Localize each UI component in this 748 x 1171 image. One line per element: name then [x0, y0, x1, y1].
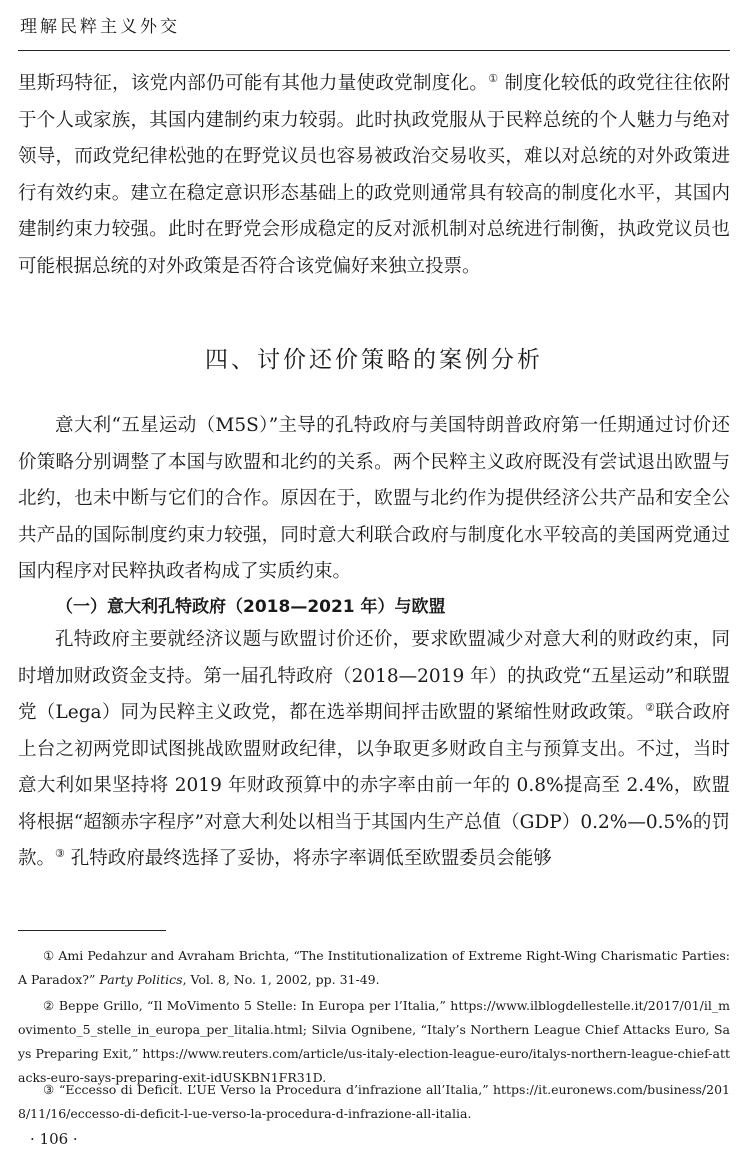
footnote-ref-2[interactable]: ② — [645, 700, 656, 714]
footnote-1-mark: ① — [43, 948, 55, 963]
paragraph-1-continued: 制度化较低的政党往往依附于个人或家族，其国内建制约束力较弱。此时执政党服从于民粹总统的个人魅力与绝对领导，而政党纪律松弛的在野党议员也容易被政治交易收买，难以对总统的对外政策进行有效约束。建立在稳定意识形态基础上的政党则通常具有较高的制度化水平，其国内建制约束力较强。此时在野党会形成稳定的反对派机制对总统进行制衡，执政党议员也可能根据总统的对外政策是否符合该党偏好来独立投票。 — [18, 73, 730, 277]
footnote-2-text: Beppe Grillo, “Il MoVimento 5 Stelle: In Europa per l’Italia,” https://www.ilblogdellestelle.it/2017/01/il_movimento_5_stelle_in_europa_per_litalia.html; Silvia Ognibene, “Italy’s Northern League Chief Attacks Euro, Says Preparing Exit,” https://www.reuters.com/article/us-italy-election-league-euro/italys-northern-league-chief-attacks-euro-says-preparing-exit-idUSKBN1FR31D. — [18, 998, 730, 1085]
footnote-2-mark: ② — [43, 998, 55, 1013]
footnote-3-text: “Eccesso di Deficit. L’UE Verso la Procedura d’infrazione all’Italia,” https://it.euronews.com/business/2018/11/16/eccesso-di-deficit-l-ue-verso-la-procedura-d-infrazione-all-italia. — [18, 1082, 730, 1121]
paragraph-3-part-c: 孔特政府最终选择了妥协，将赤字率调低至欧盟委员会能够 — [70, 848, 552, 869]
paragraph-2: 意大利“五星运动（M5S）”主导的孔特政府与美国特朗普政府第一任期通过讨价还价策略分别调整了本国与欧盟和北约的关系。两个民粹主义政府既没有尝试退出欧盟与北约，也未中断与它们的合作。原因在于，欧盟与北约作为提供经济公共产品和安全公共产品的国际制度约束力较强，同时意大利联合政府与制度化水平较高的美国两党通过国内程序对民粹执政者构成了实质约束。 — [18, 415, 730, 582]
footnote-2 — [18, 994, 730, 1090]
footnote-1-text-end: , Vol. 8, No. 1, 2002, pp. 31-49. — [182, 972, 380, 987]
footnote-1-text: Ami Pedahzur and Avraham Brichta, “The Institutionalization of Extreme Right-Wing Charismatic Parties: A Paradox?” — [18, 948, 730, 987]
footnote-1 — [18, 944, 730, 992]
footnote-ref-3[interactable]: ③ — [55, 846, 65, 860]
paragraph-1-text: 里斯玛特征，该党内部仍可能有其他力量使政党制度化。 — [18, 73, 489, 94]
footnote-3 — [18, 1078, 730, 1126]
footnote-3-mark: ③ — [43, 1082, 55, 1097]
paragraph-3-part-b: 联合政府上台之初两党即试图挑战欧盟财政纪律，以争取更多财政自主与预算支出。不过，当时意大利如果坚持将 2019 年财政预算中的赤字率由前一年的 0.8%提高至 2.4%，欧盟将根据“超额赤字程序”对意大利处以相当于其国内生产总值（GDP）0.2%—0.5%的罚款。 — [18, 702, 730, 869]
footnote-1-journal: Party Politics — [99, 972, 183, 987]
section-heading: 四、讨价还价策略的案例分析 — [205, 347, 543, 373]
page-number: · 106 · — [30, 1130, 78, 1148]
paragraph-3 — [18, 622, 730, 878]
paragraph-3-part-a: 孔特政府主要就经济议题与欧盟讨价还价，要求欧盟减少对意大利的财政约束，同时增加财政资金支持。第一届孔特政府（2018—2019 年）的执政党“五星运动”和联盟党（Lega）同为民粹主义政党，都在选举期间抨击欧盟的紧缩性财政政策。 — [18, 629, 730, 723]
subsection-heading: （一）意大利孔特政府（2018—2021 年）与欧盟 — [56, 597, 446, 617]
footnote-rule — [18, 930, 166, 931]
footnote-ref-1[interactable]: ① — [488, 71, 499, 85]
running-header-title: 理解民粹主义外交 — [20, 17, 180, 37]
header-rule — [18, 50, 730, 51]
paragraph-1 — [18, 66, 730, 285]
